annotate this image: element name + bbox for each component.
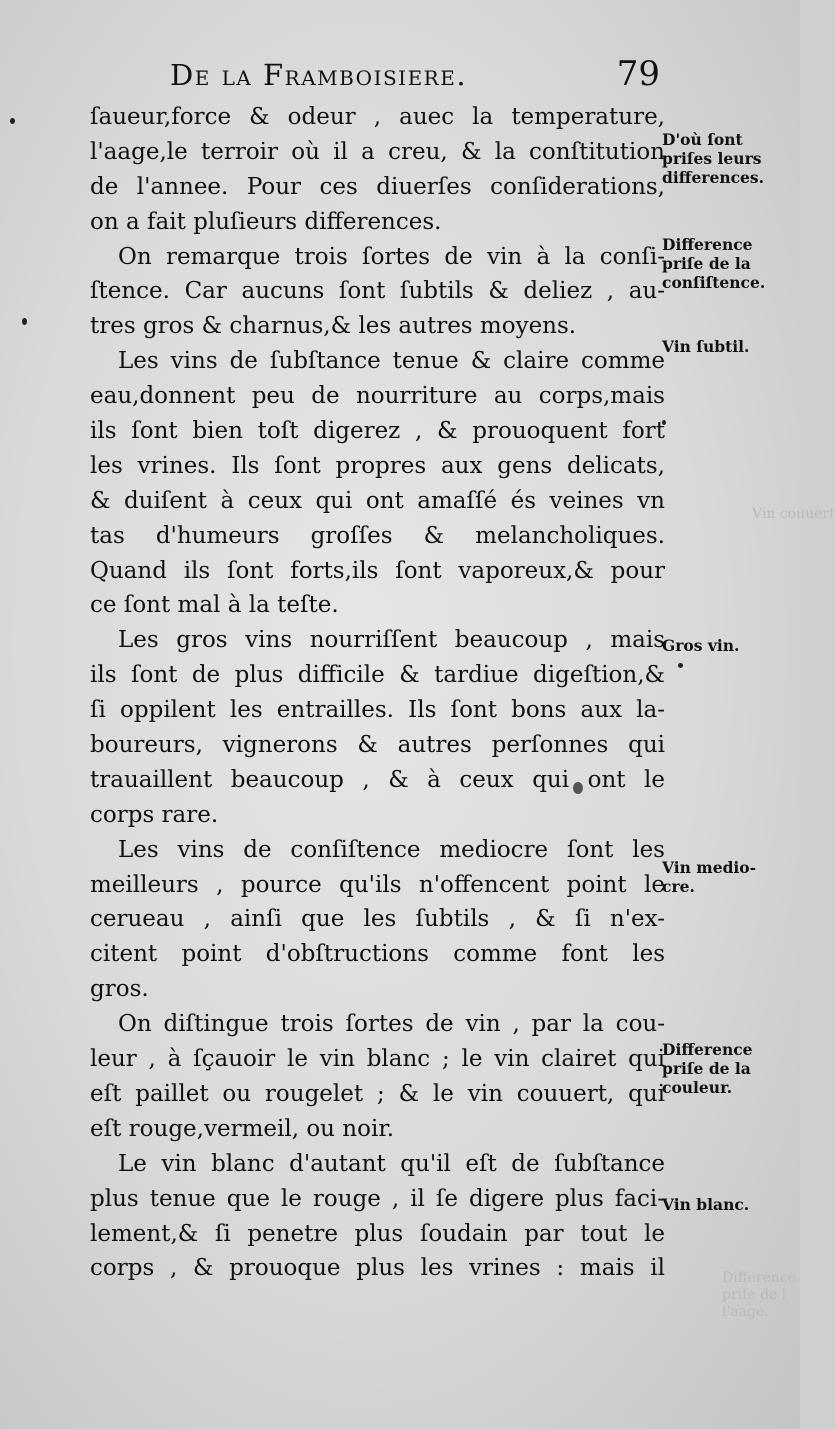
margin-note-line: Gros vin. bbox=[662, 636, 740, 655]
text-line: on a fait pluſieurs differences. bbox=[90, 208, 442, 235]
margin-note bbox=[662, 636, 798, 655]
text-line: ils ſont bien toſt digerez , & prouoquent fort bbox=[90, 418, 665, 445]
text-line: corps , & prouoque plus les vrines : mais il bbox=[90, 1255, 665, 1282]
margin-note bbox=[662, 1195, 798, 1214]
margin-note-line: priſe de la bbox=[662, 254, 751, 273]
page-number: 79 bbox=[616, 54, 660, 94]
text-line: eau,donnent peu de nourriture au corps,mais bbox=[90, 383, 665, 410]
text-line: eſt paillet ou rougelet ; & le vin couuert, qui bbox=[90, 1080, 665, 1107]
text-line: corps rare. bbox=[90, 801, 219, 828]
text-line: tas d'humeurs groſſes & melancholiques. bbox=[90, 522, 665, 549]
text-line: les vrines. Ils ſont propres aux gens delicats, bbox=[90, 452, 665, 479]
margin-note-line: Difference bbox=[662, 235, 753, 254]
text-line: ce ſont mal à la teſte. bbox=[90, 592, 339, 619]
text-line: leur , à ſçauoir le vin blanc ; le vin clairet qui bbox=[90, 1046, 665, 1073]
text-line: eſt rouge,vermeil, ou noir. bbox=[90, 1115, 395, 1142]
margin-note bbox=[662, 235, 798, 292]
running-title: De la Framboisiere. bbox=[170, 58, 468, 92]
margin-note-line: priſe de la bbox=[662, 1059, 751, 1078]
ink-speck bbox=[678, 663, 683, 668]
text-line: citent point d'obſtructions comme font les bbox=[90, 941, 665, 968]
text-line: ils ſont de plus difficile & tardiue digeſtion,& bbox=[90, 662, 665, 689]
margin-note-line: D'où ſont bbox=[662, 130, 743, 149]
ink-speck bbox=[22, 318, 27, 325]
text-line: ſi oppilent les entrailles. Ils ſont bons aux la- bbox=[90, 697, 665, 724]
margin-note bbox=[662, 858, 798, 896]
text-line: trauaillent beaucoup , & à ceux qui ont le bbox=[90, 766, 665, 793]
ink-speck bbox=[10, 118, 15, 124]
text-line: cerueau , ainſi que les ſubtils , & ſi n'ex- bbox=[90, 906, 665, 933]
text-line: l'aage,le terroir où il a creu, & la conſtitution bbox=[90, 138, 665, 165]
text-line: de l'annee. Pour ces diuerſes conſiderations, bbox=[90, 173, 665, 200]
margin-note-line: Vin ſubtil. bbox=[662, 337, 750, 356]
text-line: ſtence. Car aucuns ſont ſubtils & deliez , au- bbox=[90, 278, 665, 305]
margin-note-line: conſiſtence. bbox=[662, 273, 766, 292]
body-text bbox=[90, 100, 665, 1286]
text-line: Le vin blanc d'autant qu'il eſt de ſubſtance bbox=[118, 1150, 665, 1177]
text-line: meilleurs , pource qu'ils n'offencent point le bbox=[90, 871, 665, 898]
text-line: Quand ils ſont forts,ils ſont vaporeux,& pour bbox=[90, 557, 665, 584]
text-line: Les vins de ſubſtance tenue & claire comme bbox=[118, 348, 665, 375]
text-line: plus tenue que le rouge , il ſe digere plus faci- bbox=[90, 1185, 665, 1212]
bleed-through-text: Difference priſe de l l'aage. bbox=[722, 1270, 797, 1320]
margin-note bbox=[662, 130, 798, 187]
running-header bbox=[170, 52, 670, 100]
text-line: boureurs, vignerons & autres perſonnes qui bbox=[90, 732, 665, 759]
text-line: On diſtingue trois ſortes de vin , par la cou- bbox=[118, 1011, 665, 1038]
margin-note-line: differences. bbox=[662, 168, 765, 187]
text-line: Les gros vins nourriſſent beaucoup , mais bbox=[118, 627, 665, 654]
margin-note-line: couleur. bbox=[662, 1078, 733, 1097]
margin-note-line: priſes leurs bbox=[662, 149, 762, 168]
margin-note-line: Vin blanc. bbox=[662, 1195, 750, 1214]
text-line: On remarque trois ſortes de vin à la conſi- bbox=[118, 243, 665, 270]
text-line: ſaueur,force & odeur , auec la temperature, bbox=[90, 104, 665, 130]
margin-note-line: cre. bbox=[662, 877, 695, 896]
text-line: & duiſent à ceux qui ont amaſſé és veines vn bbox=[90, 487, 665, 514]
text-line: Les vins de conſiſtence mediocre ſont les bbox=[118, 836, 665, 863]
text-line: lement,& ſi penetre plus ſoudain par tout le bbox=[90, 1220, 665, 1247]
margin-note bbox=[662, 337, 798, 356]
text-line: tres gros & charnus,& les autres moyens. bbox=[90, 313, 577, 340]
bleed-through-text: Vin couuert bbox=[752, 506, 835, 522]
margin-note-line: Vin medio- bbox=[662, 858, 757, 877]
text-line: gros. bbox=[90, 976, 149, 1003]
margin-note bbox=[662, 1040, 798, 1097]
margin-note-line: Difference bbox=[662, 1040, 753, 1059]
